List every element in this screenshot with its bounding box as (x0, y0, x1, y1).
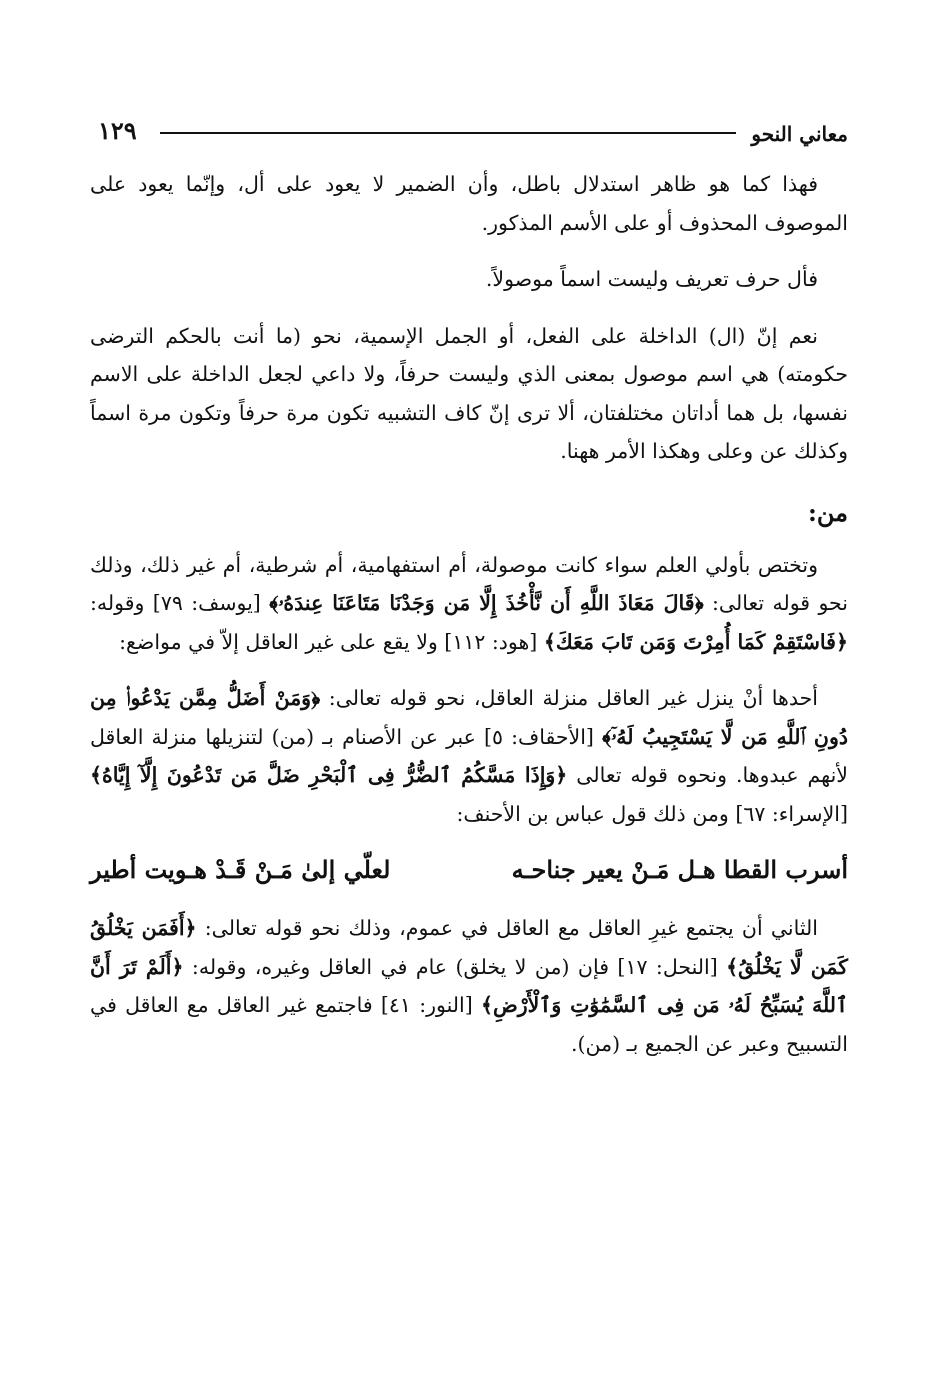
quran-quote: ﴿أَفَمَن يَخْلُقُ كَمَن لَّا يَخْلُقُ﴾ (90, 916, 848, 979)
quran-quote: ﴿فَاسْتَقِمْ كَمَا أُمِرْتَ وَمَن تَابَ مَعَكَ﴾ (543, 629, 848, 654)
book-title: معاني النحو (751, 122, 848, 146)
quran-quote: ﴿قَالَ مَعَاذَ اللَّهِ أَن نَّأْخُذَ إِلَّا مَن وَجَدْنَا مَتَاعَنَا عِندَهُۥ﴾ (269, 591, 704, 615)
poetry-verse (90, 855, 848, 899)
paragraph-1: فهذا كما هو ظاهر استدلال باطل، وأن الضمير لا يعود على أل، وإنّما يعود على الموصوف المحذوف أو على الأسم المذكور. (90, 172, 848, 235)
section-heading: من: (808, 497, 848, 527)
paragraph-5 (90, 679, 848, 833)
running-head (90, 112, 848, 152)
paragraph-6 (90, 909, 848, 1063)
paragraph-2: فأل حرف تعريف وليست اسماً موصولاً. (485, 267, 818, 291)
paragraph-4-text-1: وتختص بأولي العلم سواء كانت موصولة، أم استفهامية، أم شرطية، أم غير ذلك، وذلك نحو قوله تعالى: (90, 552, 848, 615)
paragraph-3: نعم إنّ (ال) الداخلة على الفعل، أو الجمل الإسمية، نحو (ما أنت بالحكم الترضى حكومته) هي اسم موصول بمعنى الذي وليست حرفاً، ولا داعي لجعل الداخلة على الاسم نفسها، بل هما أداتان مختلفتان، ألا ترى إنّ كاف التشبيه تكون مرة حرفاً وتكون مرة اسماً وكذلك عن وعلى وهكذا الأمر ههنا. (90, 323, 848, 463)
paragraph-5-text-2: [الأحقاف: ٥] عبر عن الأصنام بـ (من) لتنزيلها منزلة العاقل لأنهم عبدوها. ونحوه قوله تعالى (90, 724, 848, 787)
book-page (90, 112, 848, 1063)
page-number: ١٢٩ (98, 116, 137, 145)
paragraph-4-text-2: [يوسف: ٧٩] وقوله: (90, 591, 270, 615)
verse-first-hemistich: أسرب القطا هـل مَـنْ يعير جناحـه (511, 855, 848, 884)
quran-quote: ﴿وَمَنْ أَضَلُّ مِمَّن يَدْعُوا۟ مِن دُونِ ٱللَّهِ مَن لَّا يَسْتَجِيبُ لَهُۥٓ﴾ (90, 686, 849, 749)
header-rule (160, 132, 736, 134)
paragraph-4 (90, 546, 848, 662)
paragraph-5-text-3: [الإسراء: ٦٧] ومن ذلك قول عباس بن الأحنف: (456, 801, 848, 826)
paragraph-6-text-3: [النور: ٤١] فاجتمع غير العاقل مع العاقل في التسبيح وعبر عن الجميع بـ (من). (90, 993, 848, 1056)
paragraph-5-text-1: أحدها أنْ ينزل غير العاقل منزلة العاقل، نحو قوله تعالى: (320, 686, 818, 710)
paragraph-6-text-1: الثاني أن يجتمع غيرِ العاقل مع العاقل في عموم، وذلك نحو قوله تعالى: (196, 916, 818, 940)
paragraph-4-text-3: [هود: ١١٢] ولا يقع على غير العاقل إلاّ في مواضع: (119, 629, 544, 654)
quran-quote: ﴿وَإِذَا مَسَّكُمُ ٱلضُّرُّ فِى ٱلْبَحْرِ ضَلَّ مَن تَدْعُونَ إِلَّآ إِيَّاهُ﴾ (90, 763, 568, 787)
verse-second-hemistich: لعلّي إلىٰ مَـنْ قَـدْ هـويت أطير (90, 855, 391, 884)
quran-quote: ﴿أَلَمْ تَرَ أَنَّ ٱللَّهَ يُسَبِّحُ لَهُۥ مَن فِى ٱلسَّمَٰوَٰتِ وَٱلْأَرْضِ﴾ (90, 954, 849, 1017)
paragraph-6-text-2: [النحل: ١٧] فإن (من لا يخلق) عام في العاقل وغيره، وقوله: (183, 954, 727, 979)
